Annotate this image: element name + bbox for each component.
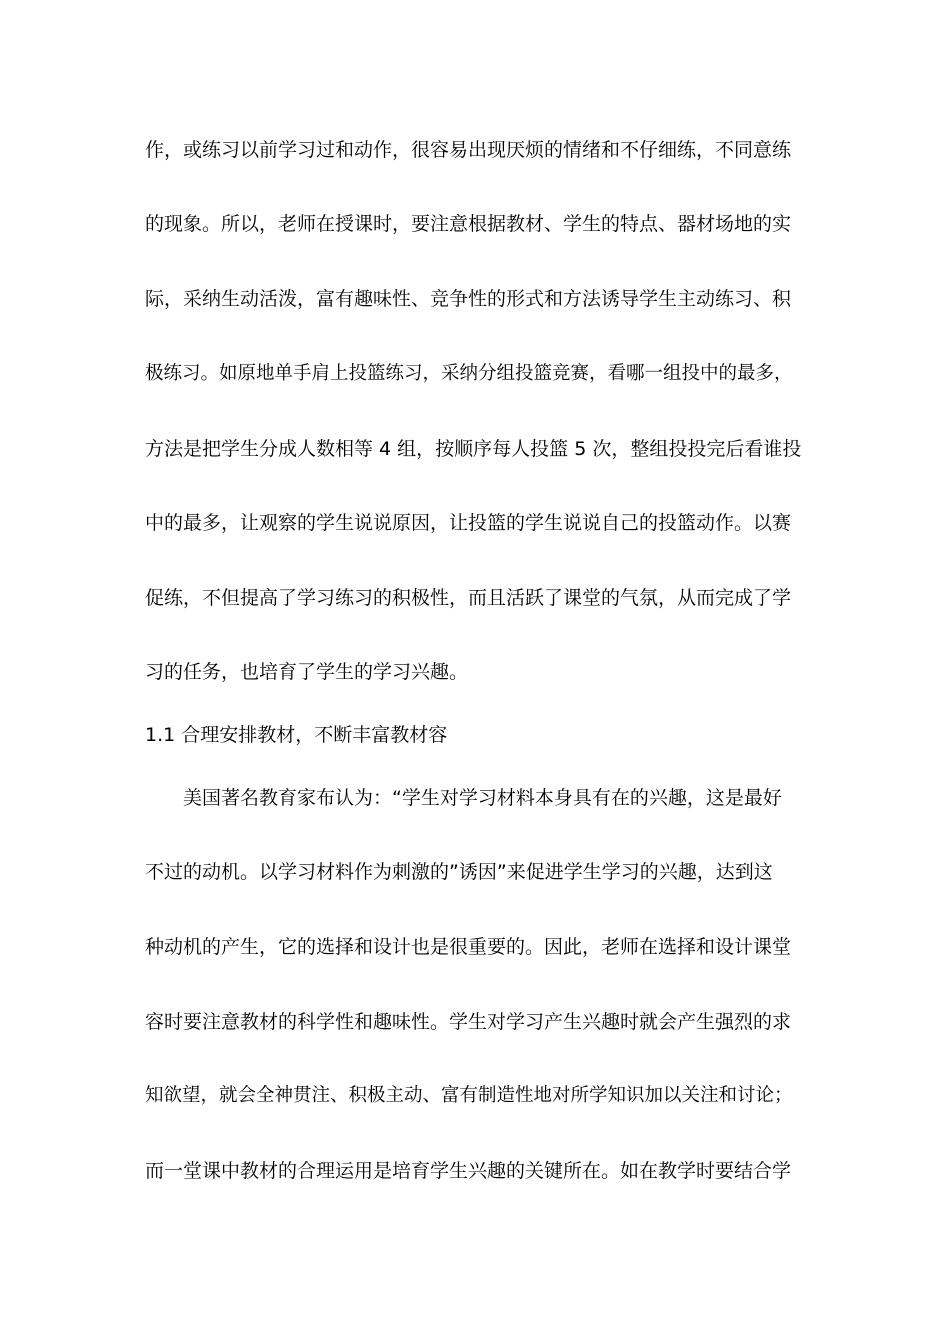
paragraph-line: 种动机的产生，它的选择和设计也是很重要的。因此，老师在选择和设计课堂 xyxy=(145,936,792,958)
paragraph-line: 中的最多，让观察的学生说说原因，让投篮的学生说说自己的投篮动作。以赛 xyxy=(145,512,792,534)
paragraph-line: 习的任务，也培育了学生的学习兴趣。 xyxy=(145,661,469,683)
paragraph-line: 容时要注意教材的科学性和趣味性。学生对学习产生兴趣时就会产生强烈的求 xyxy=(145,1011,792,1033)
paragraph-line: 方法是把学生分成人数相等 4 组，按顺序每人投篮 5 次，整组投投完后看谁投 xyxy=(145,438,802,460)
paragraph-line: 的现象。所以，老师在授课时，要注意根据教材、学生的特点、器材场地的实 xyxy=(145,213,792,235)
paragraph-line: 不过的动机。以学习材料作为刺激的”诱因”来促进学生学习的兴趣，达到这 xyxy=(145,861,773,883)
paragraph-line: 作，或练习以前学习过和动作，很容易出现厌烦的情绪和不仔细练，不同意练 xyxy=(145,139,792,161)
section-heading: 1.1 合理安排教材，不断丰富教材容 xyxy=(145,724,448,746)
paragraph-line: 极练习。如原地单手肩上投篮练习，采纳分组投篮竞赛，看哪一组投中的最多， xyxy=(145,363,793,384)
paragraph-line: 际，采纳生动活泼，富有趣味性、竞争性的形式和方法诱导学生主动练习、积 xyxy=(145,288,792,310)
paragraph-line: 知欲望，就会全神贯注、积极主动、富有制造性地对所学知识加以关注和讨论； xyxy=(145,1085,793,1106)
paragraph-line: 美国著名教育家布认为：“学生对学习材料本身具有在的兴趣，这是最好 xyxy=(183,787,782,809)
paragraph-line: 而一堂课中教材的合理运用是培育学生兴趣的关键所在。如在教学时要结合学 xyxy=(145,1160,792,1182)
paragraph-line: 促练，不但提高了学习练习的积极性，而且活跃了课堂的气氛，从而完成了学 xyxy=(145,587,792,609)
